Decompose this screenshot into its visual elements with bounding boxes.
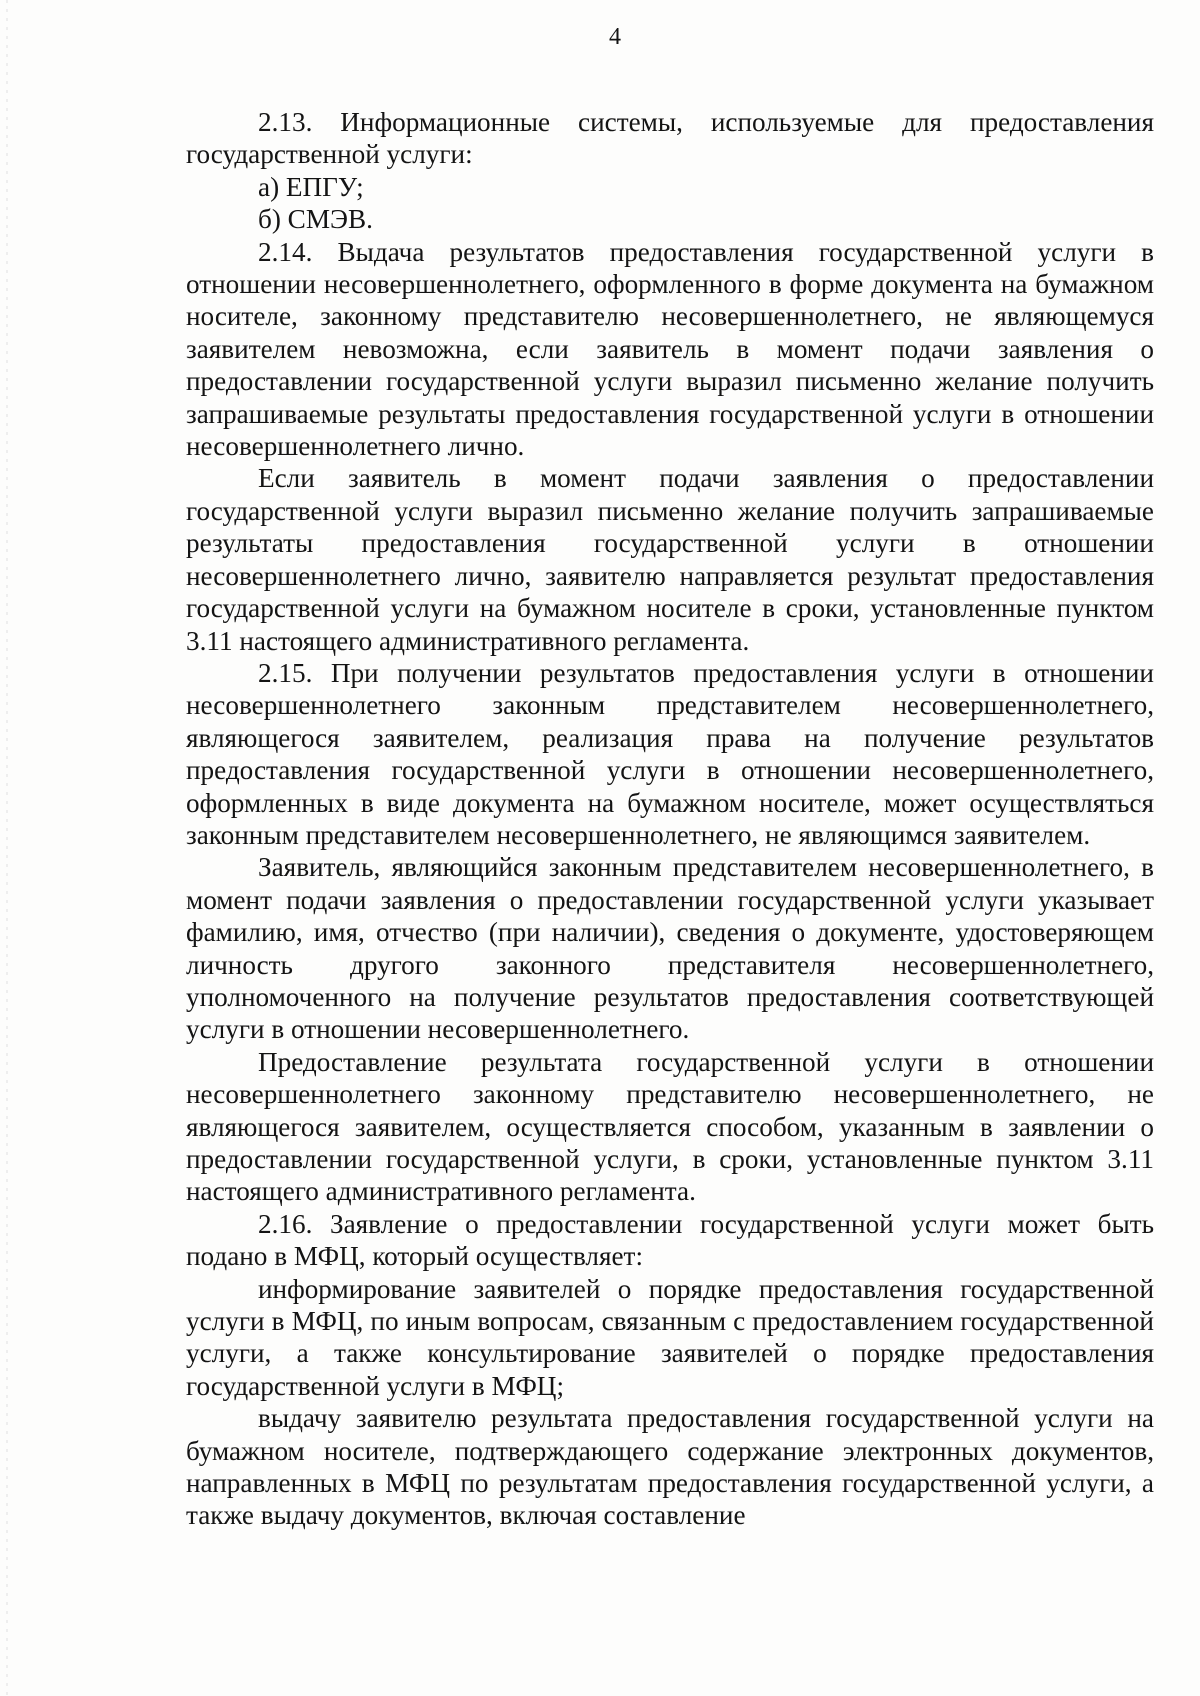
paragraph-2-15-provision: Предоставление результата государственной услуги в отношении несовершеннолетнего законному представителю несовершеннолетнего, не являющегося заявителем, осуществляется способом, указанным в заявлении о предоставлении государственной услуги, в сроки, установленные пунктом 3.11 настоящего административного регламента. (186, 1046, 1154, 1207)
list-item-b: б) СМЭВ. (258, 204, 373, 235)
paragraph-2-16-informing: информирование заявителей о порядке предоставления государственной услуги в МФЦ, по иным вопросам, связанным с предоставлением государственной услуги, а также консультирование заявителей о порядке предоставления государственной услуги в МФЦ; (186, 1273, 1154, 1401)
paragraph-2-13: 2.13. Информационные системы, используемые для предоставления государственной услуги: (186, 107, 1154, 170)
paragraph-2-14: 2.14. Выдача результатов предоставления государственной услуги в отношении несовершеннолетнего, оформленного в форме документа на бумажном носителе, законному представителю несовершеннолетнего, не являющемуся заявителем невозможна, если заявитель в момент подачи заявления о предоставлении государственной услуги выразил письменно желание получить запрашиваемые результаты предоставления государственной услуги в отношении несовершеннолетнего лично. (186, 236, 1154, 462)
paragraph-2-15: 2.15. При получении результатов предоставления услуги в отношении несовершеннолетнего законным представителем несовершеннолетнего, являющегося заявителем, реализация права на получение результатов предоставления государственной услуги в отношении несовершеннолетнего, оформленных в виде документа на бумажном носителе, может осуществляться законным представителем несовершеннолетнего, не являющимся заявителем. (186, 657, 1154, 850)
paragraph-2-15-applicant: Заявитель, являющийся законным представителем несовершеннолетнего, в момент подачи заявления о предоставлении государственной услуги указывает фамилию, имя, отчество (при наличии), сведения о документе, удостоверяющем личность другого законного представителя несовершеннолетнего, уполномоченного на получение результатов предоставления соответствующей услуги в отношении несовершеннолетнего. (186, 852, 1154, 1045)
scan-edge-artifact (6, 0, 8, 1696)
page-number: 4 (609, 24, 621, 50)
paragraph-2-16: 2.16. Заявление о предоставлении государственной услуги может быть подано в МФЦ, который осуществляет: (186, 1208, 1154, 1272)
list-item-a: а) ЕПГУ; (258, 171, 364, 202)
document-body (186, 106, 1154, 1532)
paragraph-2-14-cont: Если заявитель в момент подачи заявления о предоставлении государственной услуги выразил письменно желание получить запрашиваемые результаты предоставления государственной услуги в отношении несовершеннолетнего лично, заявителю направляется результат предоставления государственной услуги на бумажном носителе в сроки, установленные пунктом 3.11 настоящего административного регламента. (186, 463, 1154, 656)
paragraph-2-16-issuance: выдачу заявителю результата предоставления государственной услуги на бумажном носителе, подтверждающего содержание электронных документов, направленных в МФЦ по результатам предоставления государственной услуги, а также выдачу документов, включая составление (186, 1403, 1154, 1531)
